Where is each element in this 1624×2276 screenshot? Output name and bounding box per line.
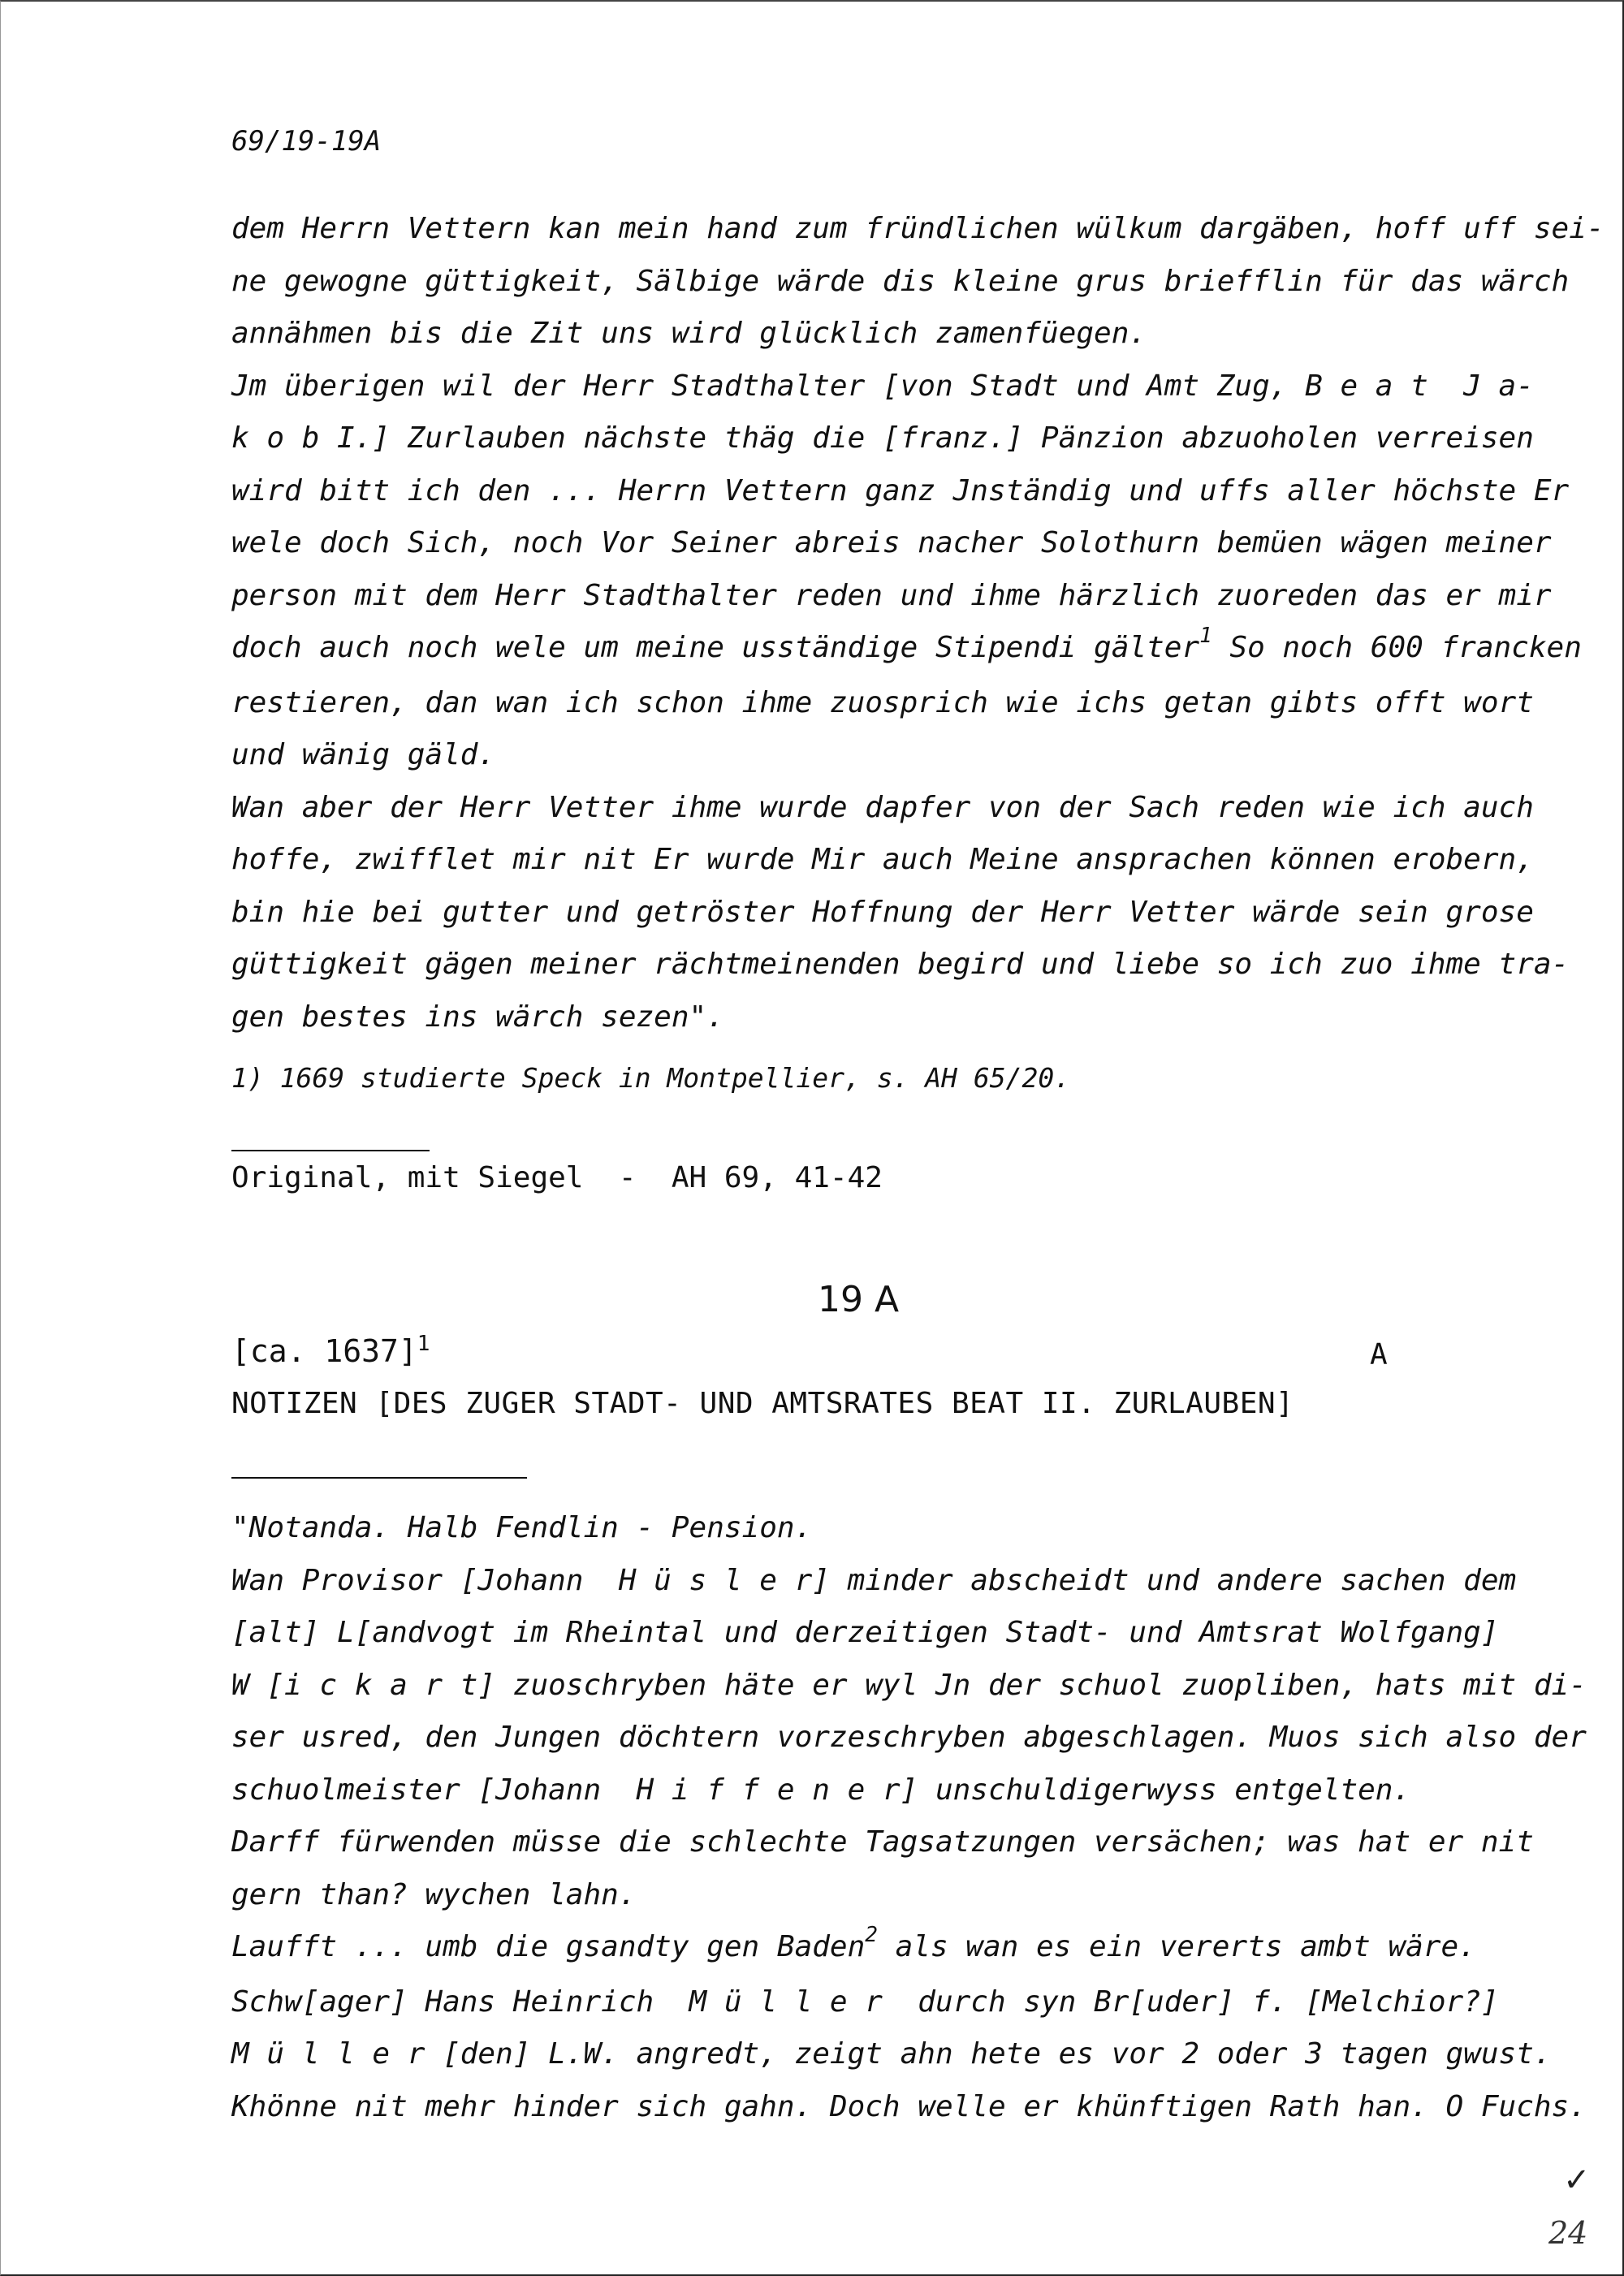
notes-line: [231, 1921, 1587, 1976]
date-text: [ca. 1637]: [231, 1333, 417, 1369]
letter-line: annähmen bis die Zit uns wird glücklich zamenfüegen.: [231, 317, 1147, 350]
notes-body: [231, 1502, 1587, 2133]
notes-line: W [i c k a r t] zuoschryben häte er wyl Jn der schuol zuopliben, hats mit di-: [231, 1668, 1587, 1702]
page-number: 24: [1548, 2215, 1588, 2251]
letter-line: k o b I.] Zurlauben nächste thäg die [franz.] Pänzion abzuoholen verreisen: [231, 421, 1534, 455]
heading-rule: [231, 1477, 527, 1479]
footnote-marker: 1: [1199, 624, 1212, 648]
text-segment: als wan es ein vererts ambt wäre.: [877, 1930, 1476, 1963]
checkmark-icon: ✓: [1563, 2162, 1591, 2199]
separator-rule: [231, 1150, 430, 1151]
notes-line: "Notanda. Halb Fendlin - Pension.: [231, 1511, 813, 1544]
letter-line: wird bitt ich den ... Herrn Vettern ganz Jnständig und uffs aller höchste Er: [231, 473, 1570, 507]
letter-line: [231, 622, 1605, 677]
document-date: [231, 1333, 430, 1369]
notes-line: Schw[ager] Hans Heinrich M ü l l e r durch syn Br[uder] f. [Melchior?]: [231, 1984, 1499, 2019]
notes-line: Darff fürwenden müsse die schlechte Tagsatzungen versächen; was hat er nit: [231, 1825, 1534, 1859]
letter-line: und wänig gäld.: [231, 738, 496, 771]
notes-line: ser usred, den Jungen döchtern vorzeschryben abgeschlagen. Muos sich also der: [231, 1721, 1587, 1754]
document-marker: A: [1370, 1338, 1388, 1371]
notes-line: M ü l l e r [den] L.W. angredt, zeigt ahn hete es vor 2 oder 3 tagen gwust.: [231, 2037, 1552, 2071]
footnote: 1) 1669 studierte Speck in Montpellier, s. AH 65/20.: [231, 1062, 1071, 1094]
letter-line: ne gewogne güttigkeit, Sälbige wärde dis kleine grus briefflin für das wärch: [231, 264, 1570, 298]
letter-line: person mit dem Herr Stadthalter reden und ihme härzlich zuoreden das er mir: [231, 578, 1552, 612]
notes-line: [alt] L[andvogt im Rheintal und derzeitigen Stadt- und Amtsrat Wolfgang]: [231, 1616, 1499, 1649]
document-number: 19 A: [818, 1279, 900, 1320]
notes-line: schuolmeister [Johann H i f f e n e r] unschuldigerwyss entgelten.: [231, 1773, 1411, 1807]
source-note: Original, mit Siegel - AH 69, 41-42: [231, 1161, 883, 1194]
text-segment: doch auch noch wele um meine usständige Stipendi gälter: [231, 631, 1200, 664]
notes-line: Wan Provisor [Johann H ü s l e r] minder abscheidt und andere sachen dem: [231, 1563, 1517, 1597]
letter-line: Wan aber der Herr Vetter ihme wurde dapfer von der Sach reden wie ich auch: [231, 790, 1534, 824]
letter-line: dem Herrn Vettern kan mein hand zum fründlichen wülkum dargäben, hoff uff sei-: [231, 212, 1605, 245]
letter-line: bin hie bei gutter und getröster Hoffnung der Herr Vetter wärde sein grose: [231, 895, 1534, 929]
letter-line: güttigkeit gägen meiner rächtmeinenden begird und liebe so ich zuo ihme tra-: [231, 948, 1570, 981]
document-reference: 69/19-19A: [231, 125, 382, 158]
text-segment: Laufft ... umb die gsandty gen Baden: [231, 1930, 866, 1963]
letter-body: [231, 203, 1605, 1043]
notes-line: gern than? wychen lahn.: [231, 1877, 637, 1911]
letter-line: wele doch Sich, noch Vor Seiner abreis nacher Solothurn bemüen wägen meiner: [231, 526, 1552, 559]
letter-line: restieren, dan wan ich schon ihme zuosprich wie ichs getan gibts offt wort: [231, 685, 1534, 719]
letter-line: Jm überigen wil der Herr Stadthalter [von Stadt und Amt Zug, B e a t J a-: [231, 369, 1534, 403]
letter-line: hoffe, zwifflet mir nit Er wurde Mir auch Meine ansprachen können erobern,: [231, 843, 1534, 876]
notes-line: Khönne nit mehr hinder sich gahn. Doch welle er khünftigen Rath han. O Fuchs.: [231, 2089, 1587, 2123]
text-segment: So noch 600 francken: [1212, 631, 1582, 664]
date-footnote-marker: 1: [417, 1332, 430, 1356]
letter-line: gen bestes ins wärch sezen".: [231, 1000, 724, 1034]
document-heading: NOTIZEN [DES ZUGER STADT- UND AMTSRATES BEAT II. ZURLAUBEN]: [231, 1387, 1294, 1420]
footnote-marker: 2: [865, 1923, 878, 1947]
